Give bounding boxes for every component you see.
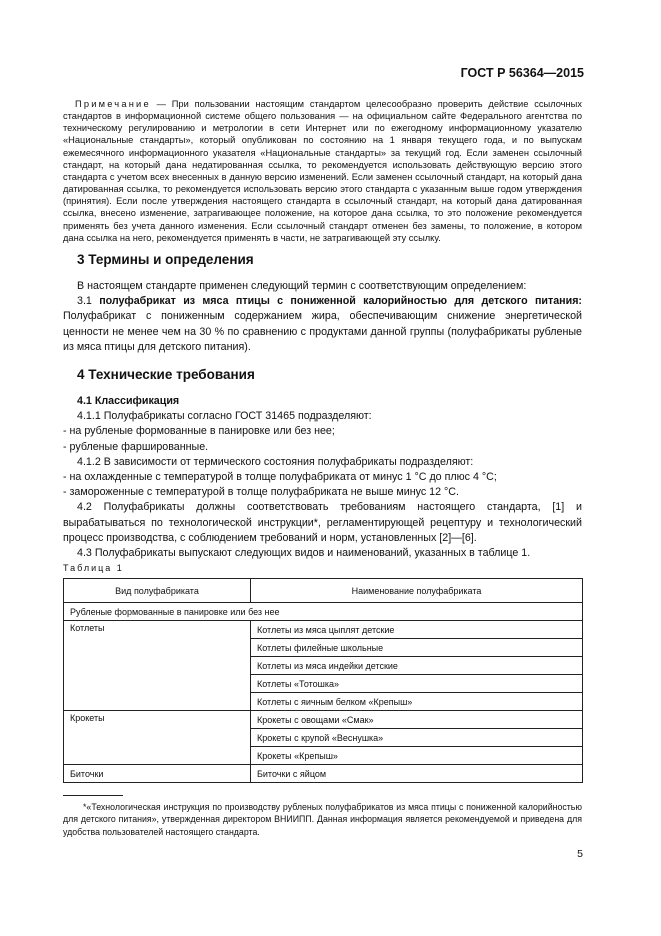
note-text: — При пользовании настоящим стандартом целесообразно проверить действие ссылочных стандартов в информационной системе общего пользования — на официальном сайте Федерального агентства по техническому регулированию и метрологии в сети Интернет или по ежегодному информационному указателю «Национальные стандарты», который опубликован по состоянию на 1 января текущего года, и по выпускам ежемесячного информационного указателя «Национальные стандарты» за текущий год. Если заменен ссылочный стандарт, на который дана недатированная ссылка, то рекомендуется использовать действующую версию этого стандарта с учетом всех внесенных в данную версию изменений. Если заменен ссылочный стандарт, на который дана датированная ссылка, то рекомендуется использовать версию этого стандарта с указанным выше годом утверждения (принятия). Если после утверждения настоящего стандарта в ссылочный стандарт, на который дана датированная ссылка, внесено изменение, затрагивающее положение, на которое дана ссылка, то это положение рекомендуется применять без учета данного изменения. Если ссылочный стандарт отменен без замены, то положение, в котором дана ссылка на него, рекомендуется применять в части, не затрагивающей эту ссылку. [63, 99, 582, 243]
table-name-cell: Крокеты с овощами «Смак» [251, 711, 583, 729]
section-4-body [63, 394, 582, 561]
table-name-cell: Котлеты филейные школьные [251, 639, 583, 657]
table-header-cell: Наименование полуфабриката [251, 579, 583, 603]
paragraph-4-3: 4.3 Полуфабрикаты выпускают следующих видов и наименований, указанных в таблице 1. [77, 547, 531, 560]
table-name-cell: Котлеты из мяса цыплят детские [251, 621, 583, 639]
note-block [63, 98, 582, 244]
bullet-item: - рубленые фаршированные. [63, 440, 209, 453]
table-name-cell: Биточки с яйцом [251, 765, 583, 783]
term-number: 3.1 [77, 295, 100, 308]
table-label: Таблица 1 [63, 563, 124, 573]
footnote [63, 801, 582, 838]
table-row [64, 711, 583, 729]
footnote-text: *«Технологическая инструкция по производству рубленых полуфабрикатов из мяса птицы с пониженной калорийностью для детского питания», утвержденная директором ВНИИПП. Данная информация является рекомендуемой и приведена для удобства пользователей настоящего стандарта. [63, 802, 582, 837]
bullet-item: - замороженные с температурой в толще полуфабриката не выше минус 12 °С. [63, 486, 459, 499]
term-name: полуфабрикат из мяса птицы с пониженной калорийностью для детского питания: [99, 295, 582, 308]
table-name-cell: Крокеты с крупой «Веснушка» [251, 729, 583, 747]
table-group-row [64, 603, 583, 621]
section-3-intro: В настоящем стандарте применен следующий термин с соответствующим определением: [77, 280, 527, 292]
table-header-row [64, 579, 583, 603]
footnote-separator [63, 795, 123, 796]
term-text: Полуфабрикат с пониженным содержанием жира, обеспечивающим снижение энергетической ценности не менее чем на 30 % по сравнению с продуктами данной группы (полуфабрикаты рубленые из мяса птицы для детского питания). [63, 310, 582, 353]
table-group-cell: Рубленые формованные в панировке или без нее [64, 603, 583, 621]
standard-id: ГОСТ Р 56364—2015 [460, 66, 584, 80]
section-3-title: 3 Термины и определения [77, 252, 254, 267]
paragraph-4-1-2: 4.1.2 В зависимости от термического состояния полуфабрикаты подразделяют: [77, 455, 474, 468]
table-name-cell: Котлеты «Тотошка» [251, 675, 583, 693]
products-table [63, 578, 583, 783]
table-type-cell: Котлеты [64, 621, 251, 711]
section-4-title: 4 Технические требования [77, 367, 255, 382]
note-paragraph [63, 98, 582, 244]
paragraph-4-2: 4.2 Полуфабрикаты должны соответствовать требованиям настоящего стандарта, [1] и вырабатываться по технологической инструкции*, регламентирующей рецептуру и технологический процесс производства, с соблюдением требований и норм, установленных [2]—[6]. [63, 501, 582, 544]
section-3-body [63, 279, 582, 355]
page-number: 5 [577, 848, 583, 860]
table-name-cell: Котлеты с яичным белком «Крепыш» [251, 693, 583, 711]
term-definition [63, 294, 582, 355]
bullet-item: - на рубленые формованные в панировке или без нее; [63, 425, 335, 438]
paragraph-4-1-1: 4.1.1 Полуфабрикаты согласно ГОСТ 31465 подразделяют: [77, 410, 372, 423]
note-label: Примечание [75, 99, 151, 109]
table-header-cell: Вид полуфабриката [64, 579, 251, 603]
table-type-cell: Биточки [64, 765, 251, 783]
subsection-4-1-title: 4.1 Классификация [77, 395, 180, 407]
table-row [64, 621, 583, 639]
table-row [64, 765, 583, 783]
table-name-cell: Крокеты «Крепыш» [251, 747, 583, 765]
table-name-cell: Котлеты из мяса индейки детские [251, 657, 583, 675]
table-type-cell: Крокеты [64, 711, 251, 765]
bullet-item: - на охлажденные с температурой в толще полуфабриката от минус 1 °С до плюс 4 °С; [63, 471, 497, 484]
